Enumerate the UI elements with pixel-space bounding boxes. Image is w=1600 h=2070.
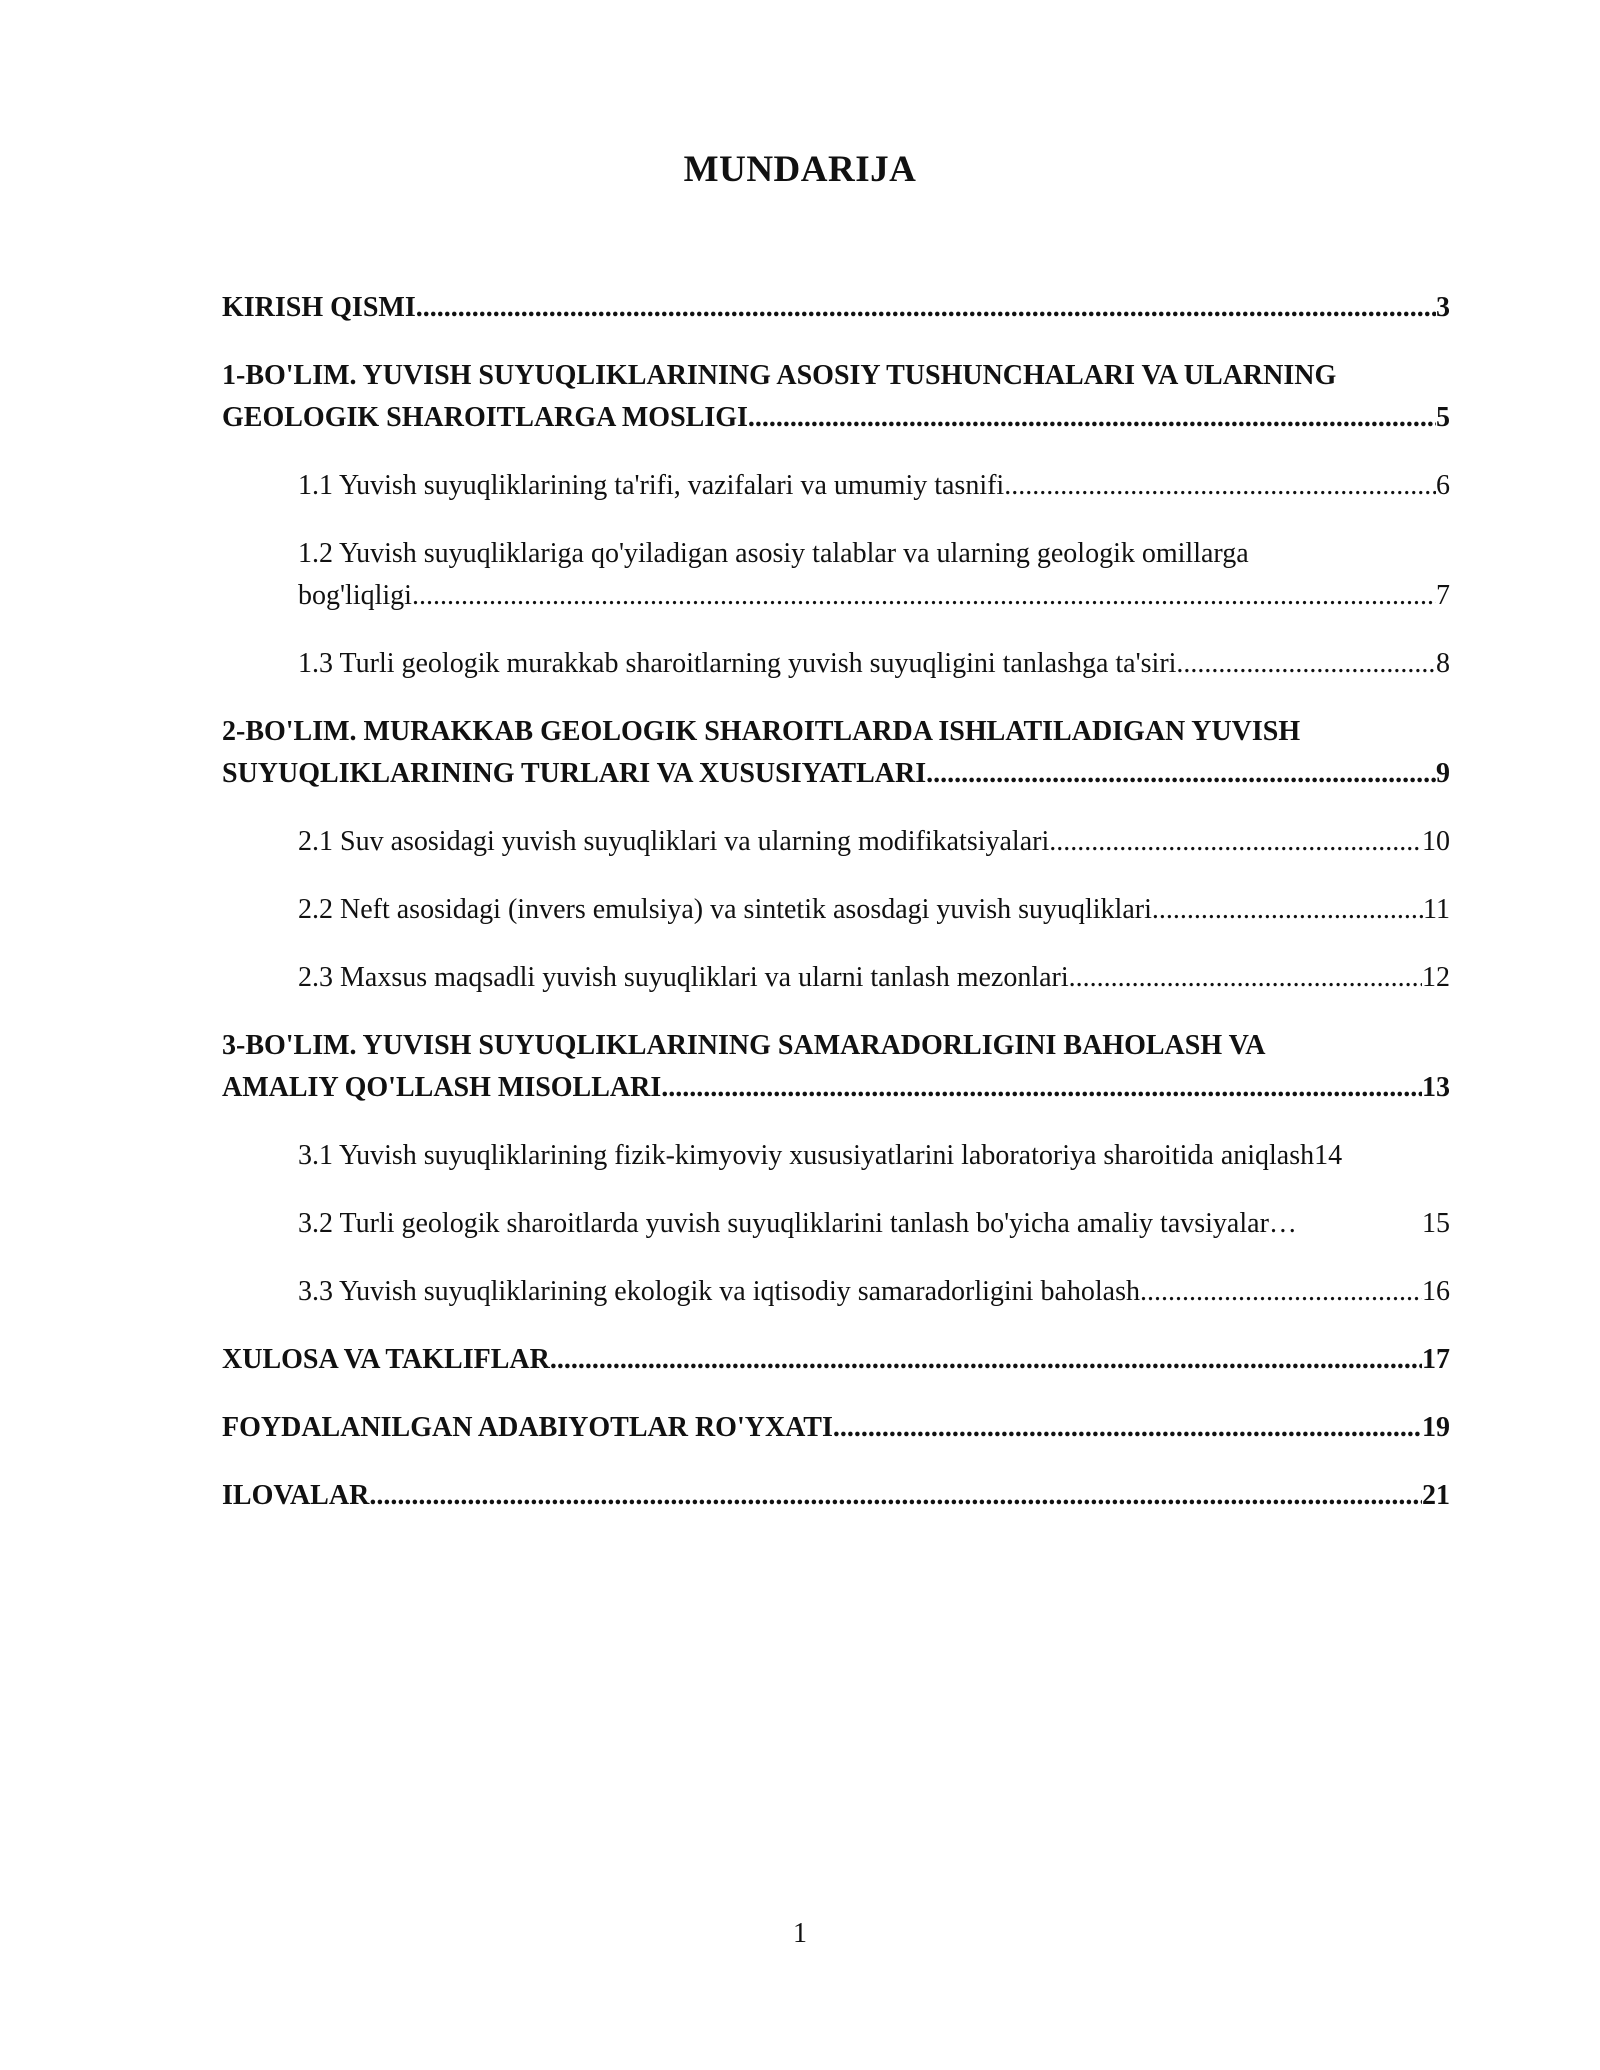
toc-leader-dots bbox=[833, 1407, 1422, 1449]
toc-entry-chapter-1[interactable] bbox=[222, 355, 1450, 439]
toc-page-number: 9 bbox=[1436, 758, 1450, 789]
toc-entry-title: 2.2 Neft asosidagi (invers emulsiya) va sintetik asosdagi yuvish suyuqliklari bbox=[298, 894, 1152, 925]
toc-entry-title: 1.1 Yuvish suyuqliklarining ta'rifi, vazifalari va umumiy tasnifi bbox=[298, 470, 1005, 501]
toc-leader-dots bbox=[748, 397, 1436, 439]
toc-entry-2-1[interactable] bbox=[222, 821, 1450, 863]
toc-entry-title-line1: 3-BO'LIM. YUVISH SUYUQLIKLARINING SAMARADORLIGINI BAHOLASH VA bbox=[222, 1030, 1266, 1061]
toc-entry-title-line2: GEOLOGIK SHAROITLARGA MOSLIGI bbox=[222, 402, 748, 433]
toc-entry-title: ILOVALAR bbox=[222, 1480, 370, 1511]
toc-page-number: 19 bbox=[1422, 1412, 1450, 1443]
toc-leader-dots bbox=[416, 287, 1436, 329]
toc-leader-dots bbox=[550, 1339, 1422, 1381]
toc-page-number: 12 bbox=[1422, 962, 1450, 993]
toc-page-number: 15 bbox=[1422, 1208, 1450, 1239]
toc-page-number: 10 bbox=[1422, 826, 1450, 857]
toc-page-number: 13 bbox=[1422, 1072, 1450, 1103]
toc-entry-title-line2: AMALIY QO'LLASH MISOLLARI bbox=[222, 1072, 662, 1103]
toc-entry-title: 3.2 Turli geologik sharoitlarda yuvish suyuqliklarini tanlash bo'yicha amaliy tavsiyalar bbox=[298, 1208, 1269, 1239]
toc-page-number: 14 bbox=[1314, 1140, 1343, 1171]
toc-page-number: 6 bbox=[1436, 470, 1450, 501]
toc-entry-chapter-3[interactable] bbox=[222, 1025, 1450, 1109]
toc-page-number: 21 bbox=[1422, 1480, 1450, 1511]
toc-leader-dots bbox=[661, 1067, 1422, 1109]
toc-entry-ilovalar[interactable] bbox=[222, 1475, 1450, 1517]
toc-entry-kirish[interactable] bbox=[222, 287, 1450, 329]
toc-entry-title-line1: 1-BO'LIM. YUVISH SUYUQLIKLARINING ASOSIY TUSHUNCHALARI VA ULARNING bbox=[222, 360, 1337, 391]
toc-entry-chapter-2[interactable] bbox=[222, 711, 1450, 795]
toc-entry-title: 2.1 Suv asosidagi yuvish suyuqliklari va ularning modifikatsiyalari bbox=[298, 826, 1050, 857]
toc-entry-title-line2: SUYUQLIKLARINING TURLARI VA XUSUSIYATLARI bbox=[222, 758, 927, 789]
toc-entry-title: XULOSA VA TAKLIFLAR bbox=[222, 1344, 550, 1375]
toc-entry-title-line2: bog'liqligi bbox=[298, 580, 412, 611]
toc-leader-dots bbox=[1140, 1271, 1422, 1313]
toc-page-number: 16 bbox=[1422, 1276, 1450, 1307]
toc-entry-adabiyotlar[interactable] bbox=[222, 1407, 1450, 1449]
toc-entry-3-3[interactable] bbox=[222, 1271, 1450, 1313]
toc-page-number: 17 bbox=[1422, 1344, 1450, 1375]
toc-page-number: 7 bbox=[1436, 580, 1450, 611]
toc-leader-dots bbox=[1049, 821, 1422, 863]
toc-leader-ellipsis bbox=[1269, 1203, 1422, 1245]
toc-entry-title: FOYDALANILGAN ADABIYOTLAR RO'YXATI bbox=[222, 1412, 833, 1443]
toc-leader-dots bbox=[926, 753, 1436, 795]
toc-entry-title-line1: 1.2 Yuvish suyuqliklariga qo'yiladigan asosiy talablar va ularning geologik omillarga bbox=[298, 538, 1249, 569]
toc-page-number: 11 bbox=[1423, 894, 1450, 925]
toc-entry-title: 1.3 Turli geologik murakkab sharoitlarning yuvish suyuqligini tanlashga ta'siri bbox=[298, 648, 1177, 679]
toc-leader-dots bbox=[1069, 957, 1422, 999]
toc-page-number: 8 bbox=[1436, 648, 1450, 679]
toc-entry-title: 3.3 Yuvish suyuqliklarining ekologik va iqtisodiy samaradorligini baholash bbox=[298, 1276, 1140, 1307]
toc-leader-dots bbox=[412, 575, 1436, 617]
toc-entry-title: 3.1 Yuvish suyuqliklarining fizik-kimyoviy xususiyatlarini laboratoriya sharoitida aniqlash bbox=[298, 1140, 1315, 1171]
toc-entry-xulosa[interactable] bbox=[222, 1339, 1450, 1381]
toc-leader-dots bbox=[1004, 465, 1436, 507]
toc-entry-title: 2.3 Maxsus maqsadli yuvish suyuqliklari va ularni tanlash mezonlari bbox=[298, 962, 1069, 993]
toc-leader-dots bbox=[1152, 889, 1423, 931]
table-of-contents bbox=[222, 287, 1450, 1543]
page-number: 1 bbox=[793, 1918, 807, 1949]
toc-entry-2-3[interactable] bbox=[222, 957, 1450, 999]
toc-entry-2-2[interactable] bbox=[222, 889, 1450, 931]
toc-entry-3-2[interactable] bbox=[222, 1203, 1450, 1245]
toc-entry-3-1[interactable] bbox=[222, 1135, 1450, 1177]
toc-entry-title: KIRISH QISMI bbox=[222, 292, 416, 323]
toc-entry-1-3[interactable] bbox=[222, 643, 1450, 685]
page-title: MUNDARIJA bbox=[683, 149, 917, 190]
toc-entry-1-2[interactable] bbox=[222, 533, 1450, 617]
toc-entry-1-1[interactable] bbox=[222, 465, 1450, 507]
toc-page-number: 3 bbox=[1436, 292, 1450, 323]
toc-entry-title-line1: 2-BO'LIM. MURAKKAB GEOLOGIK SHAROITLARDA ISHLATILADIGAN YUVISH bbox=[222, 716, 1301, 747]
toc-leader-dots bbox=[1176, 643, 1436, 685]
toc-leader-dots bbox=[369, 1475, 1422, 1517]
toc-page-number: 5 bbox=[1436, 402, 1450, 433]
